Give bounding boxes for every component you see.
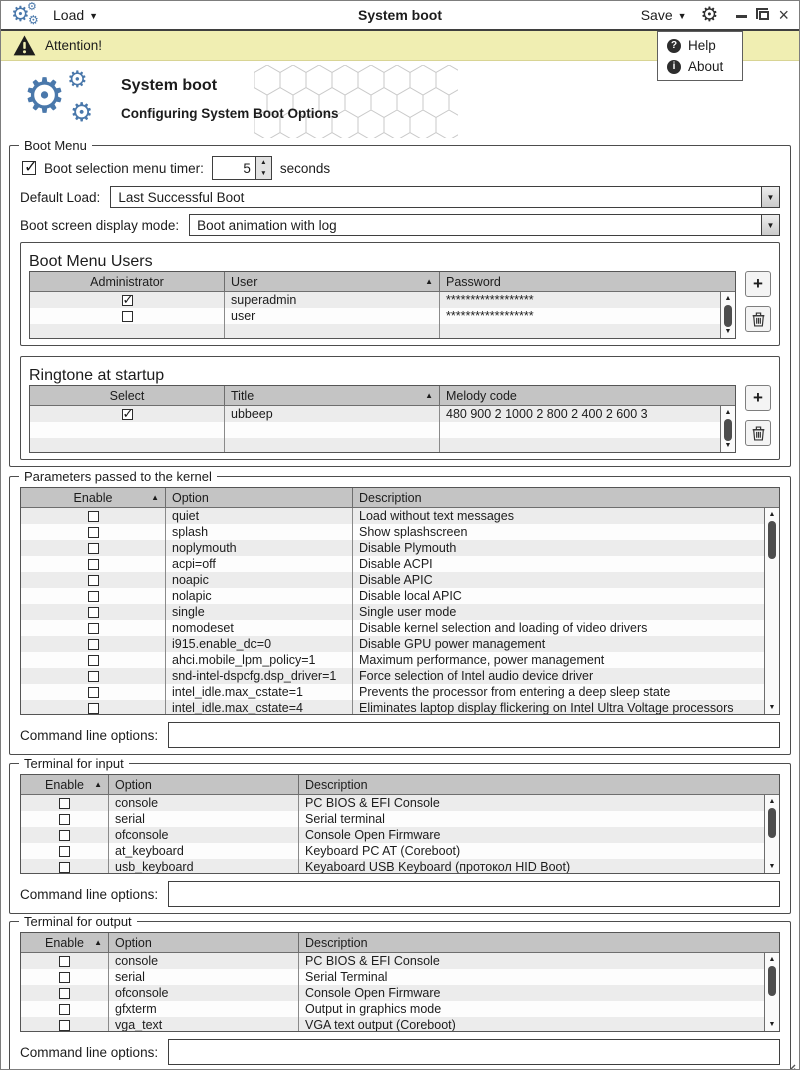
row-checkbox[interactable]: [59, 814, 70, 825]
description-cell: Serial terminal: [305, 812, 385, 826]
row-checkbox[interactable]: [88, 703, 99, 714]
scroll-down-icon[interactable]: ▼: [724, 442, 732, 449]
column-header-option[interactable]: Option: [166, 488, 353, 507]
vertical-scrollbar[interactable]: [764, 508, 779, 714]
load-label: Load: [53, 7, 85, 23]
column-header-enable[interactable]: Enable ▲: [21, 488, 166, 507]
title-cell: [225, 422, 440, 438]
vertical-scrollbar[interactable]: [764, 953, 779, 1031]
vertical-scrollbar[interactable]: [764, 795, 779, 873]
select-cell: [30, 438, 225, 453]
users-table: [29, 271, 736, 339]
option-cell: noplymouth: [166, 540, 353, 556]
boot-menu-fieldset: [9, 138, 791, 467]
description-cell: Prevents the processor from entering a deep sleep state: [359, 685, 671, 699]
vertical-scrollbar[interactable]: [720, 292, 735, 338]
description-cell: Load without text messages: [359, 509, 514, 523]
description-cell: Disable APIC: [359, 573, 433, 587]
table-row[interactable]: [21, 969, 779, 985]
enable-cell: [21, 508, 166, 524]
scroll-up-icon[interactable]: ▲: [768, 511, 776, 518]
column-header-description[interactable]: Description: [305, 777, 368, 792]
kernel-cmdline-label: Command line options:: [20, 727, 159, 743]
spinner-buttons: [255, 157, 271, 179]
terminal-input-fieldset: [9, 756, 791, 914]
sort-asc-icon: ▲: [94, 780, 102, 789]
display-mode-value: Boot animation with log: [197, 218, 337, 233]
row-checkbox[interactable]: [59, 1020, 70, 1031]
timer-label: Boot selection menu timer:: [44, 160, 204, 176]
table-row[interactable]: [21, 604, 779, 620]
column-header-description[interactable]: Description: [305, 935, 368, 950]
kernel-params-legend: Parameters passed to the kernel: [19, 469, 217, 484]
enable-cell: [21, 1017, 109, 1032]
enable-cell: [21, 588, 166, 604]
display-mode-label: Boot screen display mode:: [20, 217, 180, 233]
column-header-password[interactable]: Password: [446, 274, 501, 289]
table-row[interactable]: [30, 438, 735, 453]
table-row[interactable]: [21, 1001, 779, 1017]
enable-cell: [21, 668, 166, 684]
enable-cell: [21, 811, 109, 827]
admin-cell: [30, 324, 225, 339]
table-row[interactable]: [30, 308, 735, 324]
table-row[interactable]: [21, 953, 779, 969]
enable-cell: [21, 524, 166, 540]
enable-cell: [21, 556, 166, 572]
user-cell: user: [225, 308, 440, 324]
table-row[interactable]: [21, 827, 779, 843]
enable-cell: [21, 843, 109, 859]
boot-menu-legend: Boot Menu: [19, 138, 92, 153]
row-checkbox[interactable]: [122, 295, 133, 306]
option-cell: single: [166, 604, 353, 620]
table-row[interactable]: [21, 508, 779, 524]
row-checkbox[interactable]: [88, 527, 99, 538]
password-cell: [440, 324, 735, 339]
terminal-output-table-header: [21, 933, 779, 953]
scroll-down-icon[interactable]: ▼: [768, 863, 776, 870]
row-checkbox[interactable]: [59, 988, 70, 999]
description-cell: Keyaboard USB Keyboard (протокол HID Boot): [305, 860, 571, 874]
vertical-scrollbar[interactable]: [720, 406, 735, 452]
enable-cell: [21, 953, 109, 969]
enable-cell: [21, 684, 166, 700]
row-checkbox[interactable]: [122, 409, 133, 420]
page-title: System boot: [121, 77, 218, 94]
enable-cell: [21, 540, 166, 556]
kernel-table-header: [21, 488, 779, 508]
save-menu-button[interactable]: [641, 7, 687, 23]
scroll-thumb[interactable]: [724, 419, 732, 441]
ringtone-table-header: [30, 386, 735, 406]
row-checkbox[interactable]: [88, 639, 99, 650]
help-label: Help: [688, 38, 716, 53]
column-header-melody[interactable]: Melody code: [446, 388, 517, 403]
row-checkbox[interactable]: [59, 972, 70, 983]
scroll-up-icon[interactable]: ▲: [768, 798, 776, 805]
description-cell: PC BIOS & EFI Console: [305, 954, 440, 968]
scroll-thumb[interactable]: [768, 808, 776, 838]
enable-cell: [21, 795, 109, 811]
terminal-output-table: [20, 932, 780, 1032]
option-cell: at_keyboard: [109, 843, 299, 859]
option-cell: vga_text: [109, 1017, 299, 1032]
table-row[interactable]: [21, 985, 779, 1001]
enable-cell: [21, 636, 166, 652]
spinner-up-button[interactable]: ▲: [260, 159, 267, 166]
melody-cell: [440, 422, 735, 438]
terminal-output-cmdline-input[interactable]: [168, 1039, 780, 1065]
description-cell: Console Open Firmware: [305, 986, 441, 1000]
terminal-input-table: [20, 774, 780, 874]
sort-asc-icon: ▲: [425, 277, 433, 286]
select-cell: [30, 406, 225, 422]
info-circle-icon: i: [667, 60, 681, 74]
timer-value: 5: [243, 161, 251, 176]
scroll-down-icon[interactable]: ▼: [768, 704, 776, 711]
menu-item-about[interactable]: [658, 56, 742, 77]
table-row[interactable]: [21, 1017, 779, 1032]
resize-grip-icon[interactable]: [783, 1061, 796, 1070]
chevron-down-icon[interactable]: ▼: [761, 215, 779, 235]
enable-cell: [21, 969, 109, 985]
title-bar: [1, 1, 799, 31]
terminal-output-fieldset: [9, 914, 791, 1070]
ringtone-legend: Ringtone at startup: [29, 367, 165, 384]
column-header-enable[interactable]: Enable ▲: [21, 775, 109, 794]
option-cell: console: [109, 795, 299, 811]
boot-menu-users-fieldset: [20, 242, 780, 346]
row-checkbox[interactable]: [59, 1004, 70, 1015]
add-ringtone-button[interactable]: +: [745, 385, 771, 411]
enable-cell: [21, 652, 166, 668]
trash-icon: [752, 426, 765, 441]
table-row[interactable]: [30, 324, 735, 339]
option-cell: noapic: [166, 572, 353, 588]
app-gears-icon: ⚙ ⚙ ⚙: [11, 1, 39, 27]
trash-icon: [752, 312, 765, 327]
description-cell: Disable GPU power management: [359, 637, 546, 651]
description-cell: Disable Plymouth: [359, 541, 457, 555]
warning-icon: [13, 35, 36, 56]
enable-cell: [21, 859, 109, 874]
chevron-down-icon: ▼: [677, 11, 687, 21]
users-table-header: [30, 272, 735, 292]
table-row[interactable]: [21, 556, 779, 572]
ringtone-table: [29, 385, 736, 453]
row-checkbox[interactable]: [88, 623, 99, 634]
scroll-down-icon[interactable]: ▼: [768, 1021, 776, 1028]
timer-spinner[interactable]: [212, 156, 272, 180]
column-header-select[interactable]: Select: [30, 386, 225, 405]
row-checkbox[interactable]: [88, 559, 99, 570]
enable-cell: [21, 572, 166, 588]
row-checkbox[interactable]: [59, 862, 70, 873]
enable-cell: [21, 827, 109, 843]
scroll-thumb[interactable]: [768, 521, 776, 559]
terminal-input-cmdline-row: [20, 881, 780, 907]
table-row[interactable]: [21, 668, 779, 684]
add-user-button[interactable]: +: [745, 271, 771, 297]
row-checkbox[interactable]: [88, 607, 99, 618]
table-row[interactable]: [21, 572, 779, 588]
timer-row: [22, 156, 780, 180]
description-cell: Serial Terminal: [305, 970, 388, 984]
title-cell: [225, 438, 440, 453]
row-checkbox[interactable]: [88, 543, 99, 554]
option-cell: nomodeset: [166, 620, 353, 636]
description-cell: Keyboard PC AT (Coreboot): [305, 844, 461, 858]
column-header-administrator[interactable]: Administrator: [30, 272, 225, 291]
description-cell: Disable local APIC: [359, 589, 462, 603]
melody-cell: 480 900 2 1000 2 800 2 400 2 600 3: [446, 407, 648, 421]
display-mode-select[interactable]: [189, 214, 780, 236]
terminal-input-legend: Terminal for input: [19, 756, 129, 771]
attention-label: Attention!: [45, 38, 103, 53]
scroll-thumb[interactable]: [724, 305, 732, 327]
table-row[interactable]: [21, 652, 779, 668]
delete-ringtone-button[interactable]: [745, 420, 771, 446]
select-cell: [30, 422, 225, 438]
maximize-icon[interactable]: [759, 11, 769, 20]
scroll-down-icon[interactable]: ▼: [724, 328, 732, 335]
table-row[interactable]: [21, 588, 779, 604]
page-subtitle: Configuring System Boot Options: [121, 106, 339, 121]
title-cell: ubbeep: [225, 406, 440, 422]
option-cell: ofconsole: [109, 827, 299, 843]
save-label: Save: [640, 7, 673, 23]
display-mode-row: [20, 214, 780, 236]
description-cell: Output in graphics mode: [305, 1002, 442, 1016]
sort-asc-icon: ▲: [151, 493, 159, 502]
column-header-option[interactable]: Option: [109, 933, 299, 952]
app-logo-gears-icon: ⚙ ⚙ ⚙: [23, 66, 94, 127]
window-controls: [736, 6, 789, 24]
table-row[interactable]: [30, 422, 735, 438]
row-checkbox[interactable]: [88, 575, 99, 586]
description-cell: Single user mode: [359, 605, 457, 619]
description-cell: Show splashscreen: [359, 525, 468, 539]
user-cell: [225, 324, 440, 339]
about-label: About: [688, 59, 724, 74]
description-cell: Disable ACPI: [359, 557, 433, 571]
option-cell: intel_idle.max_cstate=1: [166, 684, 353, 700]
default-load-label: Default Load:: [20, 189, 101, 205]
window-title: System boot: [357, 7, 442, 23]
scroll-up-icon[interactable]: ▲: [724, 295, 732, 302]
option-cell: serial: [109, 969, 299, 985]
password-cell: ******************: [446, 309, 534, 323]
option-cell: nolapic: [166, 588, 353, 604]
row-checkbox[interactable]: [122, 311, 133, 322]
close-icon[interactable]: ×: [778, 5, 789, 25]
load-menu-button[interactable]: [53, 7, 98, 23]
enable-cell: [21, 700, 166, 715]
kernel-cmdline-row: [20, 722, 780, 748]
column-header-title[interactable]: Title ▲: [225, 386, 440, 405]
option-cell: splash: [166, 524, 353, 540]
column-header-enable[interactable]: Enable ▲: [21, 933, 109, 952]
ringtone-fieldset: [20, 356, 780, 460]
description-cell: PC BIOS & EFI Console: [305, 796, 440, 810]
terminal-input-cmdline-input[interactable]: [168, 881, 780, 907]
timer-checkbox[interactable]: [22, 161, 36, 175]
table-row[interactable]: [21, 859, 779, 874]
app-menu-dropdown: [657, 31, 743, 81]
kernel-params-table: [20, 487, 780, 715]
menu-item-help[interactable]: [658, 35, 742, 56]
column-header-option[interactable]: Option: [109, 775, 299, 794]
terminal-output-legend: Terminal for output: [19, 914, 137, 929]
column-header-user[interactable]: User ▲: [225, 272, 440, 291]
delete-user-button[interactable]: [745, 306, 771, 332]
default-load-value: Last Successful Boot: [118, 190, 245, 205]
default-load-select[interactable]: [110, 186, 780, 208]
terminal-input-cmdline-label: Command line options:: [20, 886, 159, 902]
sort-asc-icon: ▲: [94, 938, 102, 947]
option-cell: serial: [109, 811, 299, 827]
option-cell: intel_idle.max_cstate=4: [166, 700, 353, 715]
terminal-output-cmdline-row: [20, 1039, 780, 1065]
scroll-up-icon[interactable]: ▲: [768, 956, 776, 963]
admin-cell: [30, 292, 225, 308]
table-row[interactable]: [21, 524, 779, 540]
table-row[interactable]: [21, 540, 779, 556]
minimize-icon[interactable]: [736, 15, 747, 18]
melody-cell: [440, 438, 735, 453]
table-row[interactable]: [21, 811, 779, 827]
row-checkbox[interactable]: [59, 830, 70, 841]
table-row[interactable]: [21, 636, 779, 652]
table-row[interactable]: [21, 795, 779, 811]
help-circle-icon: ?: [667, 39, 681, 53]
option-cell: i915.enable_dc=0: [166, 636, 353, 652]
option-cell: usb_keyboard: [109, 859, 299, 874]
sort-asc-icon: ▲: [425, 391, 433, 400]
admin-cell: [30, 308, 225, 324]
row-checkbox[interactable]: [59, 846, 70, 857]
table-row[interactable]: [21, 843, 779, 859]
user-cell: superadmin: [225, 292, 440, 308]
kernel-cmdline-input[interactable]: [168, 722, 780, 748]
table-row[interactable]: [30, 292, 735, 308]
password-cell: ******************: [446, 293, 534, 307]
row-checkbox[interactable]: [88, 511, 99, 522]
default-load-row: [20, 186, 780, 208]
description-cell: Force selection of Intel audio device driver: [359, 669, 594, 683]
enable-cell: [21, 1001, 109, 1017]
row-checkbox[interactable]: [59, 798, 70, 809]
description-cell: Console Open Firmware: [305, 828, 441, 842]
timer-unit-label: seconds: [279, 160, 331, 176]
chevron-down-icon: ▼: [89, 11, 99, 21]
row-checkbox[interactable]: [88, 591, 99, 602]
row-checkbox[interactable]: [88, 671, 99, 682]
scroll-up-icon[interactable]: ▲: [724, 409, 732, 416]
terminal-input-table-header: [21, 775, 779, 795]
option-cell: quiet: [166, 508, 353, 524]
column-header-description[interactable]: Description: [359, 490, 422, 505]
option-cell: snd-intel-dspcfg.dsp_driver=1: [166, 668, 353, 684]
chevron-down-icon[interactable]: ▼: [761, 187, 779, 207]
description-cell: Eliminates laptop display flickering on Intel Ultra Voltage processors: [359, 701, 734, 715]
scroll-thumb[interactable]: [768, 966, 776, 996]
kernel-params-fieldset: [9, 469, 791, 755]
terminal-output-cmdline-label: Command line options:: [20, 1044, 159, 1060]
enable-cell: [21, 620, 166, 636]
option-cell: gfxterm: [109, 1001, 299, 1017]
option-cell: acpi=off: [166, 556, 353, 572]
row-checkbox[interactable]: [88, 687, 99, 698]
boot-menu-users-legend: Boot Menu Users: [29, 253, 153, 270]
option-cell: console: [109, 953, 299, 969]
row-checkbox[interactable]: [59, 956, 70, 967]
description-cell: Disable kernel selection and loading of video drivers: [359, 621, 648, 635]
enable-cell: [21, 985, 109, 1001]
enable-cell: [21, 604, 166, 620]
table-row[interactable]: [21, 620, 779, 636]
description-cell: VGA text output (Coreboot): [305, 1018, 456, 1032]
row-checkbox[interactable]: [88, 655, 99, 666]
table-row[interactable]: [21, 684, 779, 700]
option-cell: ofconsole: [109, 985, 299, 1001]
table-row[interactable]: [30, 406, 735, 422]
spinner-down-button[interactable]: ▼: [260, 170, 267, 177]
option-cell: ahci.mobile_lpm_policy=1: [166, 652, 353, 668]
description-cell: Maximum performance, power management: [359, 653, 605, 667]
settings-gear-icon[interactable]: ⚙: [700, 4, 719, 26]
table-row[interactable]: [21, 700, 779, 715]
